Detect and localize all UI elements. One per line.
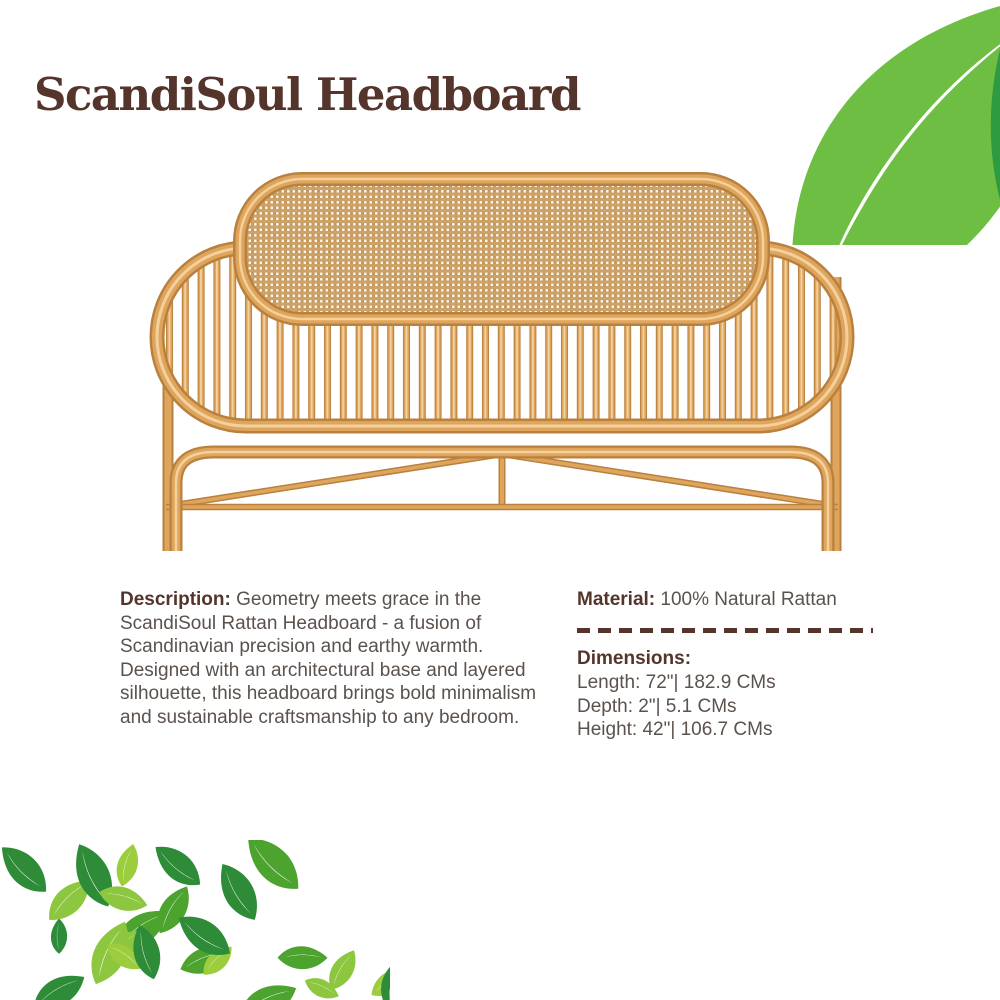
- headboard-base-frame: [166, 452, 838, 551]
- dimension-line-height: Height: 42"| 106.7 CMs: [577, 719, 773, 741]
- description-label: Description:: [120, 589, 231, 610]
- leaf-icon: [239, 973, 296, 1000]
- material-line: [577, 588, 877, 611]
- leaf-icon: [106, 844, 148, 886]
- specs-section: [577, 588, 877, 742]
- dashed-divider: [577, 628, 873, 633]
- leaf-icon: [277, 933, 327, 983]
- cane-panel: [240, 179, 763, 319]
- material-label: Material:: [577, 589, 656, 610]
- leaf-icon: [2, 847, 46, 891]
- leaf-icon: [34, 966, 85, 1000]
- dimension-line-length: Length: 72"| 182.9 CMs: [577, 672, 776, 693]
- dimensions-label: Dimensions:: [577, 648, 692, 669]
- leaf-icon: [211, 864, 267, 920]
- leaf-icon: [41, 918, 76, 953]
- description-section: [120, 588, 538, 730]
- description-text: Geometry meets grace in the ScandiSoul Rattan Headboard - a fusion of Scandinavian precision and earthy warmth. Designed with an architectural base and layered silhouette, this headboard brings bold minimalism and sustainable craftsmanship to any bedroom.: [120, 589, 537, 728]
- headboard-illustration: [130, 165, 870, 565]
- leaf-icon: [248, 840, 298, 889]
- material-value: 100% Natural Rattan: [660, 589, 837, 610]
- leaf-scatter-bottom-left: [0, 840, 390, 1000]
- leaf-icon: [156, 843, 201, 888]
- dimension-line-depth: Depth: 2"| 5.1 CMs: [577, 695, 737, 717]
- page-title: ScandiSoul Headboard: [34, 68, 580, 121]
